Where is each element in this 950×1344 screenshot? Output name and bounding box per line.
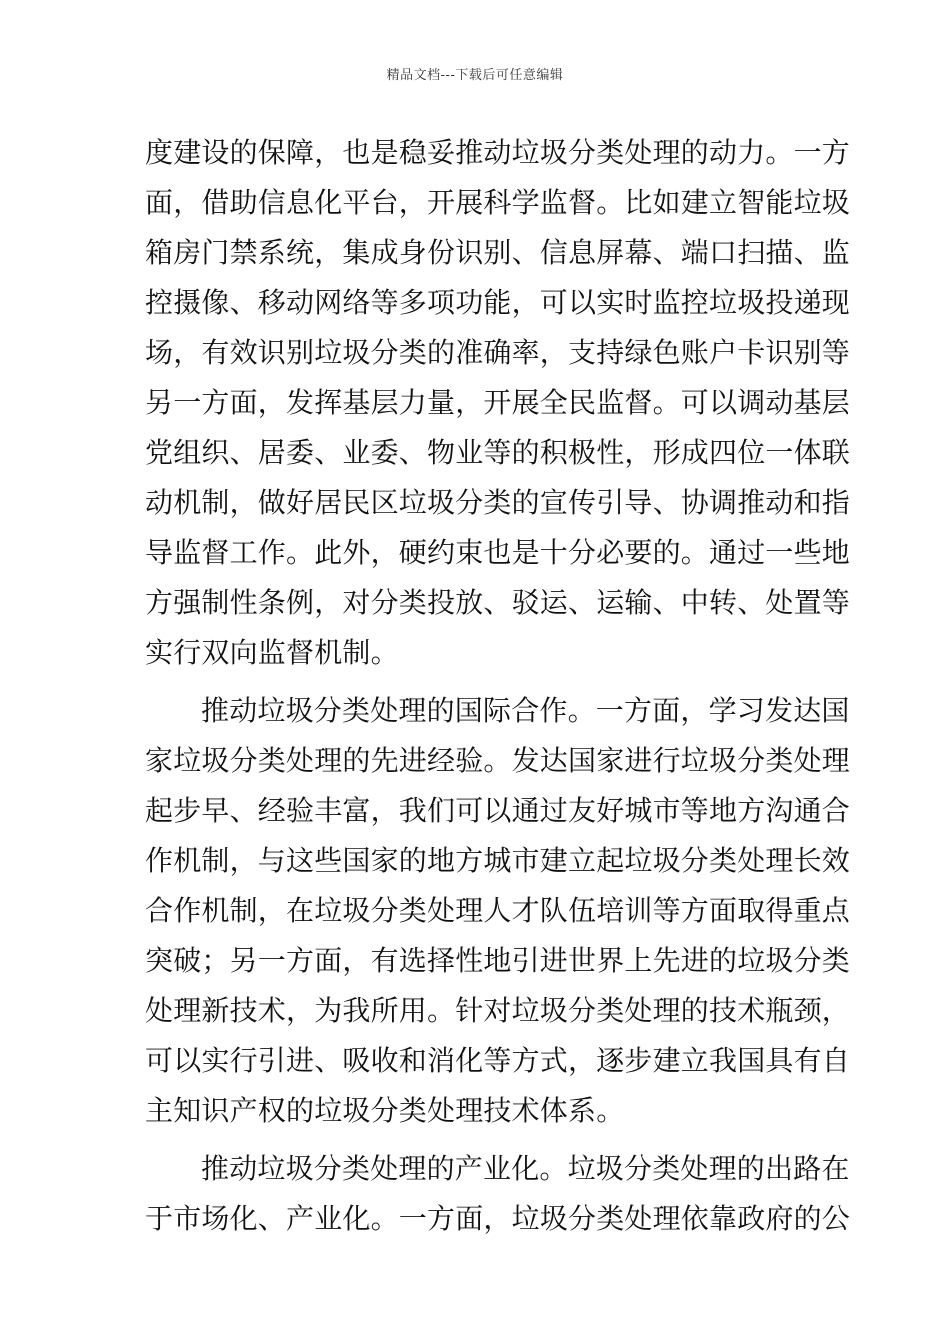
text-line: 突破；另一方面，有选择性地引进世界上先进的垃圾分类 bbox=[145, 944, 851, 977]
text-line: 面，借助信息化平台，开展科学监督。比如建立智能垃圾 bbox=[145, 186, 851, 219]
paragraph-gap bbox=[145, 678, 810, 686]
text-line: 推动垃圾分类处理的国际合作。一方面，学习发达国 bbox=[201, 694, 850, 727]
document-body bbox=[145, 128, 851, 1244]
paragraph-3 bbox=[145, 1144, 851, 1244]
text-line: 导监督工作。此外，硬约束也是十分必要的。通过一些地 bbox=[145, 536, 851, 569]
text-line: 处理新技术，为我所用。针对垃圾分类处理的技术瓶颈， bbox=[145, 994, 851, 1027]
text-line: 场，有效识别垃圾分类的准确率，支持绿色账户卡识别等 bbox=[145, 336, 851, 369]
text-line: 实行双向监督机制。 bbox=[145, 636, 399, 669]
paragraph-gap bbox=[145, 1136, 810, 1144]
text-line: 动机制，做好居民区垃圾分类的宣传引导、协调推动和指 bbox=[145, 486, 851, 519]
text-line: 度建设的保障，也是稳妥推动垃圾分类处理的动力。一方 bbox=[145, 136, 851, 169]
text-line: 合作机制，在垃圾分类处理人才队伍培训等方面取得重点 bbox=[145, 894, 851, 927]
text-line: 控摄像、移动网络等多项功能，可以实时监控垃圾投递现 bbox=[145, 286, 851, 319]
paragraph-2 bbox=[145, 686, 851, 1136]
page-header: 精品文档---下载后可任意编辑 bbox=[386, 68, 564, 83]
text-line: 另一方面，发挥基层力量，开展全民监督。可以调动基层 bbox=[145, 386, 851, 419]
text-line: 党组织、居委、业委、物业等的积极性，形成四位一体联 bbox=[145, 436, 851, 469]
text-line: 主知识产权的垃圾分类处理技术体系。 bbox=[145, 1094, 625, 1127]
text-line: 于市场化、产业化。一方面，垃圾分类处理依靠政府的公 bbox=[145, 1202, 851, 1235]
text-line: 作机制，与这些国家的地方城市建立起垃圾分类处理长效 bbox=[145, 844, 851, 877]
text-line: 推动垃圾分类处理的产业化。垃圾分类处理的出路在 bbox=[201, 1152, 850, 1185]
text-line: 可以实行引进、吸收和消化等方式，逐步建立我国具有自 bbox=[145, 1044, 851, 1077]
paragraph-1 bbox=[145, 128, 851, 678]
text-line: 箱房门禁系统，集成身份识别、信息屏幕、端口扫描、监 bbox=[145, 236, 851, 269]
text-line: 方强制性条例，对分类投放、驳运、运输、中转、处置等 bbox=[145, 586, 851, 619]
text-line: 起步早、经验丰富，我们可以通过友好城市等地方沟通合 bbox=[145, 794, 851, 827]
text-line: 家垃圾分类处理的先进经验。发达国家进行垃圾分类处理 bbox=[145, 744, 851, 777]
